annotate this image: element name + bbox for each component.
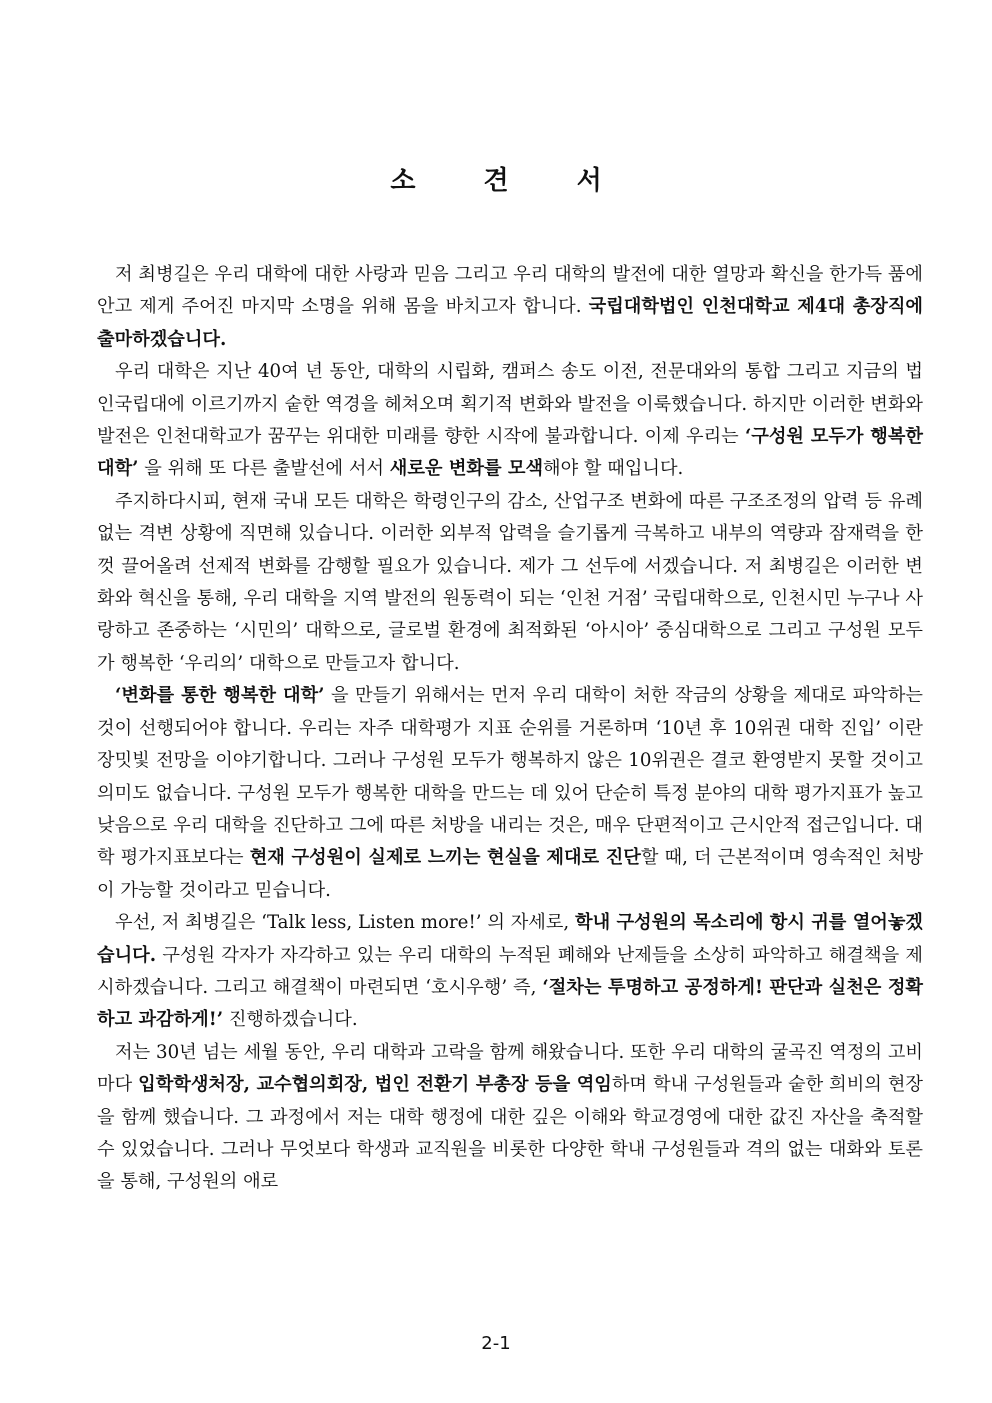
document-body (97, 259, 923, 1199)
title-char: 서 (576, 166, 602, 196)
text-run: 해야 할 때입니다. (543, 458, 684, 480)
emphasis-text: 현재 구성원이 실제로 느끼는 현실을 제대로 진단 (249, 847, 641, 869)
page-number: 2-1 (481, 1333, 511, 1354)
text-run: 을 만들기 위해서는 먼저 우리 대학이 처한 작금의 상황을 제대로 파악하는 것이 선행되어야 합니다. 우리는 자주 대학평가 지표 순위를 거론하며 ‘10년 후 10위권 대학 진입’ 이란 장밋빛 전망을 이야기합니다. 그러나 구성원 모두가 행복하지 않은 10위권은 결코 환영받지 못할 것이고 의미도 없습니다. 구성원 모두가 행복한 대학을 만드는 데 있어 단순히 특정 분야의 대학 평가지표가 높고 낮음으로 우리 대학을 진단하고 그에 따른 처방을 내리는 것은, 매우 단편적이고 근시안적 접근입니다. 대학 평가지표보다는 (97, 685, 924, 869)
body-paragraph (97, 1037, 923, 1199)
emphasis-text: 학내 구성원의 목소리에 항시 귀를 열어놓겠습니다. (97, 912, 923, 966)
emphasis-text: ‘변화를 통한 행복한 대학’ (115, 685, 325, 707)
title-char: 견 (483, 166, 509, 196)
emphasis-text: ‘절차는 투명하고 공정하게! 판단과 실천은 정확하고 과감하게!’ (97, 976, 923, 1031)
text-run: 진행하겠습니다. (223, 1009, 358, 1031)
emphasis-text: ‘구성원 모두가 행복한 대학’ (97, 426, 923, 480)
text-run: 하며 학내 구성원들과 숱한 희비의 현장을 함께 했습니다. 그 과정에서 저는 대학 행정에 대한 깊은 이해와 학교경영에 대한 값진 자산을 축적할 수 있었습니다. 그러나 무엇보다 학생과 교직원을 비롯한 다양한 학내 구성원들과 격의 없는 대화와 토론을 통해, 구성원의 애로 (97, 1074, 923, 1193)
text-run: 을 위해 또 다른 출발선에 서서 (138, 458, 390, 480)
text-run: 할 때, 더 근본적이며 영속적인 처방이 가능할 것이라고 믿습니다. (97, 847, 924, 901)
text-run: 우리 대학은 지난 40여 년 동안, 대학의 시립화, 캠퍼스 송도 이전, 전문대와의 통합 그리고 지금의 법인국립대에 이르기까지 숱한 역경을 헤쳐오며 획기적 변화와 발전을 이룩했습니다. 하지만 이러한 변화와 발전은 인천대학교가 꿈꾸는 위대한 미래를 향한 시작에 불과합니다. 이제 우리는 (97, 361, 923, 448)
text-run: 구성원 각자가 자각하고 있는 우리 대학의 누적된 폐해와 난제들을 소상히 파악하고 해결책을 제시하겠습니다. 그리고 해결책이 마련되면 ‘호시우행’ 즉, (97, 944, 923, 998)
emphasis-text: 국립대학법인 인천대학교 제4대 총장직에 출마하겠습니다. (97, 296, 923, 350)
body-paragraph (97, 486, 923, 680)
text-run: 우선, 저 최병길은 ‘Talk less, Listen more!’ 의 자세로, (115, 912, 575, 934)
text-run: 주지하다시피, 현재 국내 모든 대학은 학령인구의 감소, 산업구조 변화에 따른 구조조정의 압력 등 유례없는 격변 상황에 직면해 있습니다. 이러한 외부적 압력을 슬기롭게 극복하고 내부의 역량과 잠재력을 한껏 끌어올려 선제적 변화를 감행할 필요가 있습니다. 제가 그 선두에 서겠습니다. 저 최병길은 이러한 변화와 혁신을 통해, 우리 대학을 지역 발전의 원동력이 되는 ‘인천 거점’ 국립대학으로, 인천시민 누구나 사랑하고 존중하는 ‘시민의’ 대학으로, 글로벌 환경에 최적화된 ‘아시아’ 중심대학으로 그리고 구성원 모두가 행복한 ‘우리의’ 대학으로 만들고자 합니다. (97, 490, 923, 674)
body-paragraph (97, 907, 923, 1037)
body-paragraph (97, 259, 923, 356)
body-paragraph (97, 680, 923, 907)
text-run: 저는 30년 넘는 세월 동안, 우리 대학과 고락을 함께 해왔습니다. 또한 우리 대학의 굴곡진 역정의 고비마다 (97, 1041, 923, 1096)
page-title (0, 160, 992, 197)
text-run: 저 최병길은 우리 대학에 대한 사랑과 믿음 그리고 우리 대학의 발전에 대한 열망과 확신을 한가득 품에 안고 제게 주어진 마지막 소명을 위해 몸을 바치고자 합니다. (97, 264, 923, 318)
body-paragraph (97, 356, 923, 486)
emphasis-text: 입학학생처장, 교수협의회장, 법인 전환기 부총장 등을 역임 (138, 1074, 612, 1096)
emphasis-text: 새로운 변화를 모색 (389, 458, 544, 480)
title-char: 소 (390, 166, 416, 196)
